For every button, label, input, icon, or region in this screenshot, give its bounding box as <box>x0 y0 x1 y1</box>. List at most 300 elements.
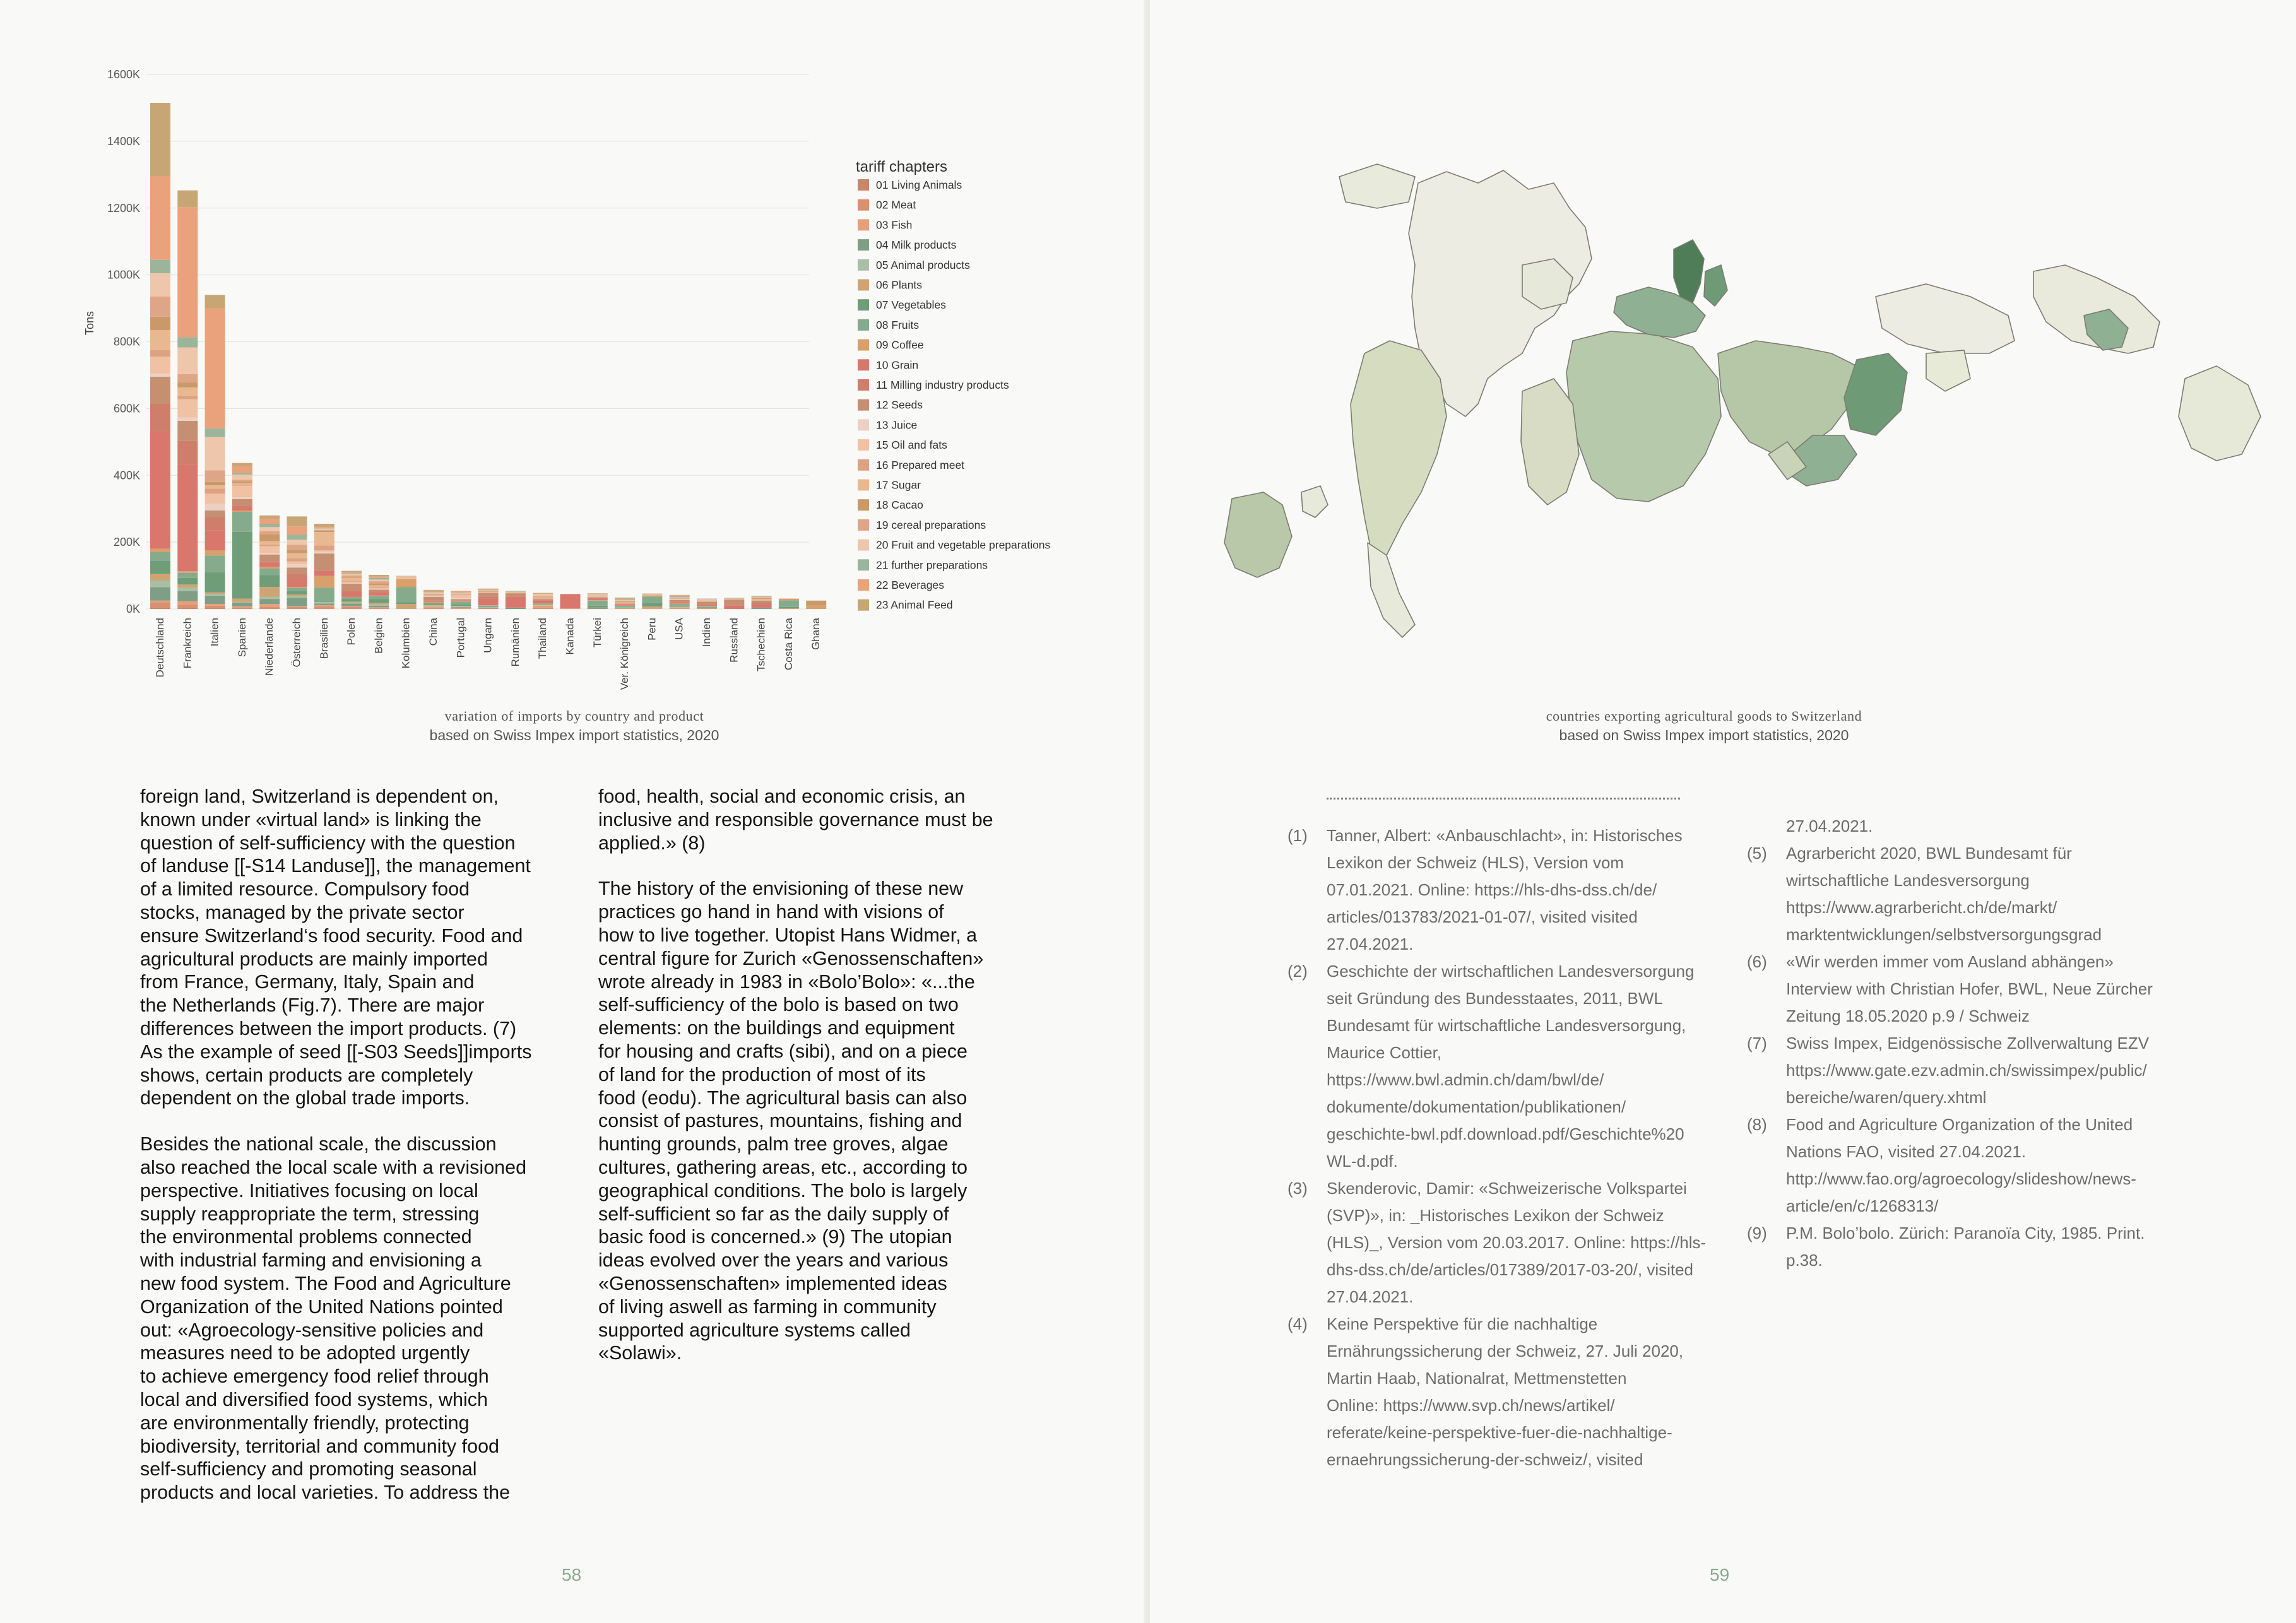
bar-segment <box>369 599 389 603</box>
bar-segment <box>341 578 362 581</box>
x-axis-ticks <box>154 617 822 690</box>
bar-segment <box>642 595 662 596</box>
legend-swatch <box>858 199 869 211</box>
footnote-line: wirtschaftliche Landesversorgung <box>1786 871 2030 890</box>
legend-item <box>858 358 918 371</box>
bar-segment <box>232 532 252 599</box>
footnote-line: http://www.fao.org/agroecology/slideshow/news- <box>1786 1169 2136 1188</box>
bar-segment <box>150 330 170 350</box>
bar-segment <box>369 581 389 583</box>
bar-segment <box>259 531 280 534</box>
bar-segment <box>533 606 553 608</box>
bar-segment <box>341 590 362 592</box>
bar-segment <box>177 464 198 571</box>
bar-segment <box>724 606 744 609</box>
bar-segment <box>341 573 362 574</box>
bar-segment <box>779 600 799 607</box>
footnote-line: Nations FAO, visited 27.04.2021. <box>1786 1142 2027 1161</box>
footnote-number: (1) <box>1287 826 1308 845</box>
bar-segment <box>177 374 198 382</box>
text-line: are environmentally friendly, protecting <box>140 1412 470 1434</box>
bar-segment <box>533 604 553 605</box>
bar-segment <box>205 531 225 551</box>
legend-label: 05 Animal products <box>876 258 970 271</box>
legend-item <box>858 339 924 351</box>
bar-segment <box>232 466 252 473</box>
footnote-line: bereiche/waren/query.xhtml <box>1786 1088 1987 1107</box>
bar-segment <box>232 599 252 602</box>
bar-segment <box>478 591 499 592</box>
bar-segment <box>533 596 553 597</box>
bar-segment <box>259 599 280 604</box>
legend-label: 11 Milling industry products <box>876 379 1009 391</box>
legend-label: 08 Fruits <box>876 318 920 331</box>
bar-segment <box>369 583 389 585</box>
bar-segment <box>287 591 307 594</box>
bar-segment <box>451 605 471 606</box>
bar-segment <box>259 555 280 562</box>
text-line: shows, certain products are completely <box>140 1064 473 1086</box>
bar-segment <box>287 594 307 596</box>
bar-segment <box>177 421 198 441</box>
legend-swatch <box>858 459 869 471</box>
bar-segment <box>259 516 280 519</box>
text-line: out: «Agroecology-sensitive policies and <box>140 1319 484 1341</box>
bar-segment <box>205 604 225 606</box>
legend-item <box>858 499 923 511</box>
bar-segment <box>423 608 444 609</box>
legend-item <box>858 539 1051 552</box>
bar-segment <box>423 593 444 594</box>
legend-label: 01 Living Animals <box>876 179 962 191</box>
bar-segment <box>506 593 526 596</box>
text-line: consist of pastures, mountains, fishing and <box>598 1110 962 1132</box>
legend-swatch <box>858 359 869 370</box>
bar-segment <box>150 357 170 373</box>
text-line: practices go hand in hand with visions of <box>598 901 944 923</box>
text-line: basic food is concerned.» (9) The utopian <box>598 1226 952 1248</box>
bar-segment <box>451 606 471 607</box>
bar-segment <box>615 599 635 600</box>
bar-segment <box>314 550 334 552</box>
bar-segment <box>205 295 225 308</box>
footnote-line: Geschichte der wirtschaftlichen Landesversorgung <box>1327 962 1695 981</box>
bar-segment <box>451 595 471 596</box>
bar-segment <box>588 599 608 600</box>
x-tick-label: Frankreich <box>181 618 194 669</box>
bar-segment <box>451 596 471 598</box>
bar-segment <box>259 606 280 608</box>
y-axis-label: Tons <box>83 310 96 336</box>
bar-segment <box>779 599 799 601</box>
x-tick-label: Ver. Königreich <box>618 618 631 690</box>
footnote-line: marktentwicklungen/selbstversorgungsgrad <box>1786 925 2102 944</box>
bar-segment <box>232 486 252 498</box>
footnote-line: Food and Agriculture Organization of the United <box>1786 1115 2133 1134</box>
bar-segment <box>588 593 608 594</box>
bar-segment <box>205 482 225 485</box>
bar-segment <box>314 606 334 609</box>
bar-segment <box>533 593 553 594</box>
bar-segment <box>533 601 553 603</box>
bar-segment <box>341 571 362 573</box>
bar-segment <box>259 553 280 555</box>
bar-segment <box>670 595 690 596</box>
bar-segment <box>341 577 362 578</box>
bar-segment <box>615 602 635 603</box>
bar-segment <box>341 575 362 577</box>
legend-swatch <box>858 379 869 391</box>
x-tick-label: Kanada <box>564 618 576 655</box>
bar-segment <box>150 581 170 587</box>
footnote-line: ernaehrungssicherung-der-schweiz/, visited <box>1327 1450 1643 1469</box>
bar-segment <box>259 597 280 599</box>
bar-segment <box>533 608 553 609</box>
text-line: from France, Germany, Italy, Spain and <box>140 971 475 993</box>
bar-segment <box>423 602 444 603</box>
legend-swatch <box>858 499 869 511</box>
text-line: As the example of seed [[-S03 Seeds]]imports <box>140 1041 532 1063</box>
legend-swatch <box>858 480 869 491</box>
legend-label: 06 Plants <box>876 278 922 292</box>
bar-segment <box>642 594 662 595</box>
bar-segment <box>150 574 170 581</box>
bar-segment <box>177 441 198 464</box>
notes-column-2 <box>1747 813 2189 1274</box>
bar-segment <box>506 598 526 608</box>
legend-item <box>858 439 947 451</box>
bar-segment <box>287 562 307 564</box>
bar-segment <box>177 573 198 578</box>
bar-segment <box>177 608 198 609</box>
bar-segment <box>150 317 170 330</box>
bar-segment <box>369 593 389 596</box>
bar-segment <box>423 606 444 608</box>
bar-segment <box>232 481 252 483</box>
bar-segment <box>314 601 334 602</box>
legend-label: 23 Animal Feed <box>876 598 953 611</box>
bar-segment <box>423 595 444 596</box>
bar-segment <box>423 601 444 602</box>
bar-segment <box>396 577 417 578</box>
footnote <box>1747 813 2189 840</box>
bar-segment <box>177 399 198 418</box>
bar-segment <box>752 603 772 605</box>
bar-segment <box>451 593 471 594</box>
x-tick-label: Deutschland <box>154 618 166 678</box>
bar-segment <box>287 608 307 609</box>
bar-segment <box>205 493 225 504</box>
bar-segment <box>177 347 198 374</box>
legend-swatch <box>858 299 869 310</box>
footnote <box>1287 1311 1717 1473</box>
x-tick-label: Costa Rica <box>782 618 795 671</box>
text-line: Besides the national scale, the discussion <box>140 1133 497 1155</box>
footnote-line: referate/keine-perspektive-fuer-die-nachhaltige- <box>1327 1423 1672 1442</box>
bar-segment <box>177 601 198 605</box>
bar-segment <box>451 591 471 592</box>
bar-segment <box>752 601 772 603</box>
bar-segment <box>615 600 635 601</box>
bar-segment <box>232 463 252 466</box>
bar-segment <box>205 594 225 596</box>
bar-segment <box>396 577 417 578</box>
bar-segment <box>314 527 334 528</box>
footnote-line: seit Gründung des Bundesstaates, 2011, BWL <box>1327 989 1663 1008</box>
text-line: «Solawi». <box>598 1342 682 1364</box>
bar-segment <box>287 580 307 587</box>
y-tick-label: 600K <box>113 402 140 415</box>
bar-segment <box>287 540 307 545</box>
bar-segment <box>396 576 417 577</box>
body-col1-paragraph-1 <box>140 785 569 1110</box>
page-number-left: 58 <box>562 1565 582 1585</box>
bar-segment <box>287 606 307 607</box>
legend-item <box>858 279 922 292</box>
text-line: dependent on the global trade imports. <box>140 1087 470 1109</box>
bar-segment <box>478 597 499 599</box>
bar-segment <box>697 599 717 600</box>
bar-segment <box>588 597 608 598</box>
text-line: foreign land, Switzerland is dependent on, <box>140 786 499 807</box>
bar-segment <box>232 505 252 507</box>
bar-segment <box>259 527 280 531</box>
x-tick-label: Polen <box>345 618 358 646</box>
bar-segment <box>615 604 635 605</box>
bar-segment <box>287 564 307 567</box>
legend-swatch <box>858 239 869 251</box>
footnote-line: Bundesamt für wirtschaftliche Landesversorgung, <box>1327 1016 1686 1035</box>
text-line: self-sufficient so far as the daily supply of <box>598 1203 949 1225</box>
footnote-line: Tanner, Albert: «Anbauschlacht», in: Historisches <box>1327 826 1683 845</box>
x-tick-label: Belgien <box>372 618 385 654</box>
text-line: applied.» (8) <box>598 832 706 854</box>
footnote-separator <box>1327 798 1680 800</box>
bar-segment <box>423 606 444 607</box>
bar-segment <box>451 598 471 599</box>
x-tick-label: Ungarn <box>482 618 494 653</box>
bar-segment <box>232 511 252 512</box>
bar-segment <box>205 470 225 482</box>
footnote-number: (7) <box>1747 1034 1767 1053</box>
chart-legend <box>858 179 1051 611</box>
bar-segment <box>314 528 334 529</box>
text-line: cultures, gathering areas, etc., according to <box>598 1156 968 1178</box>
bar-segment <box>177 338 198 348</box>
bar-segment <box>615 608 635 609</box>
footnote-line: «Wir werden immer vom Ausland abhängen» <box>1786 952 2114 971</box>
bar-segment <box>697 605 717 606</box>
bar-segment <box>341 592 362 597</box>
bar-segment <box>259 546 280 553</box>
bar-segment <box>752 605 772 608</box>
bar-segment <box>232 606 252 608</box>
y-tick-label: 200K <box>113 536 140 549</box>
bar-segment <box>615 605 635 606</box>
bar-segment <box>177 588 198 591</box>
footnote-line: https://www.gate.ezv.admin.ch/swissimpex/public/ <box>1786 1061 2147 1080</box>
bar-segment <box>259 534 280 541</box>
x-tick-label: Peru <box>646 618 658 640</box>
bar-segment <box>423 605 444 606</box>
legend-label: 17 Sugar <box>876 478 921 492</box>
bar-segment <box>287 596 307 598</box>
legend-item <box>858 239 957 251</box>
bar-segment <box>451 608 471 609</box>
bar-segment <box>259 608 280 609</box>
bar-segment <box>588 601 608 606</box>
footnote <box>1287 958 1717 1175</box>
text-line: how to live together. Utopist Hans Widmer, a <box>598 924 978 946</box>
bar-segment <box>259 604 280 606</box>
bar-segment <box>615 601 635 602</box>
x-tick-label: Russland <box>728 618 740 663</box>
bar-segment <box>314 570 334 571</box>
bar-segment <box>232 475 252 480</box>
bar-segment <box>205 428 225 437</box>
legend-item <box>858 399 923 411</box>
legend-swatch <box>858 259 869 271</box>
bar-segment <box>177 191 198 207</box>
bar-segment <box>588 606 608 608</box>
bar-segment <box>670 598 690 599</box>
bar-segment <box>150 350 170 357</box>
y-tick-label: 1600K <box>107 68 140 81</box>
footnote-line: 07.01.2021. Online: https://hls-dhs-dss.ch/de/ <box>1327 880 1657 899</box>
bar-segment <box>396 579 417 587</box>
footnote-number: (8) <box>1747 1115 1767 1134</box>
bar-segment <box>588 598 608 599</box>
legend-label: 21 further preparations <box>876 558 988 572</box>
x-tick-label: Niederlande <box>263 618 276 676</box>
bar-segment <box>205 309 225 429</box>
bar-segment <box>560 595 581 608</box>
legend-label: 03 Fish <box>876 218 913 232</box>
footnote-line: dhs-dss.ch/de/articles/017389/2017-03-20/, visited <box>1327 1260 1694 1279</box>
bar-segment <box>752 599 772 601</box>
legend-item <box>858 199 916 211</box>
right-page <box>1150 0 2296 1623</box>
legend-item <box>858 479 921 492</box>
bar-segment <box>259 541 280 545</box>
bar-segment <box>205 608 225 609</box>
bar-segment <box>752 598 772 599</box>
bar-segment <box>451 608 471 609</box>
y-tick-label: 0K <box>126 603 140 615</box>
legend-swatch <box>858 540 869 551</box>
bar-segment <box>287 598 307 606</box>
bar-segment <box>314 605 334 606</box>
bar-segment <box>670 602 690 603</box>
bar-segment <box>232 499 252 506</box>
bar-segment <box>423 594 444 595</box>
bar-segment <box>670 606 690 607</box>
bar-segment <box>369 591 389 593</box>
bar-segment <box>369 588 389 589</box>
text-line: wrote already in 1983 in «Bolo’Bolo»: «...the <box>598 971 975 993</box>
text-line: supply reappropriate the term, stressing <box>140 1203 480 1225</box>
bar-segment <box>423 591 444 592</box>
bar-segment <box>451 601 471 604</box>
bar-segment <box>232 480 252 481</box>
bar-segment <box>205 606 225 608</box>
bar-segment <box>150 403 170 432</box>
legend-swatch <box>858 579 869 591</box>
footnote-line: https://www.bwl.admin.ch/dam/bwl/de/ <box>1327 1070 1604 1089</box>
legend-label: 18 Cacao <box>876 499 923 512</box>
bar-segment <box>369 585 389 587</box>
footnote <box>1747 1030 2189 1111</box>
legend-label: 12 Seeds <box>876 398 923 411</box>
bar-segment <box>259 569 280 575</box>
bar-segment <box>314 604 334 606</box>
chart-bars <box>150 103 826 609</box>
bar-segment <box>232 608 252 609</box>
text-line: inclusive and responsible governance must be <box>598 808 993 830</box>
bar-segment <box>232 607 252 608</box>
footnote <box>1287 822 1717 958</box>
legend-swatch <box>858 280 869 291</box>
text-line: question of self-sufficiency with the question <box>140 832 516 854</box>
bar-segment <box>588 595 608 596</box>
bar-segment <box>341 597 362 599</box>
text-line: «Genossenschaften» implemented ideas <box>598 1272 947 1294</box>
legend-item <box>858 218 912 231</box>
bar-segment <box>287 587 307 588</box>
bar-segment <box>806 601 826 606</box>
bar-segment <box>369 608 389 609</box>
bar-segment <box>287 516 307 526</box>
bar-segment <box>232 483 252 485</box>
bar-segment <box>478 605 499 606</box>
bar-segment <box>724 598 744 599</box>
legend-swatch <box>858 599 869 611</box>
bar-segment <box>205 485 225 488</box>
footnote <box>1747 948 2189 1030</box>
bar-segment <box>670 599 690 600</box>
bar-segment <box>697 601 717 602</box>
bar-segment <box>423 604 444 605</box>
bar-segment <box>205 550 225 555</box>
bar-segment <box>615 607 635 608</box>
text-line: hunting grounds, palm tree groves, algae <box>598 1133 949 1155</box>
footnote-line: dokumente/dokumentation/publikationen/ <box>1327 1097 1626 1116</box>
text-line: of land for the production of most of its <box>598 1063 926 1085</box>
chart-caption-subtitle: based on Swiss Impex import statistics, 2020 <box>429 727 719 743</box>
bar-segment <box>177 578 198 585</box>
bar-segment <box>642 608 662 609</box>
text-line: elements: on the buildings and equipment <box>598 1017 955 1039</box>
bar-segment <box>314 530 334 531</box>
map-oceania-left <box>1224 492 1292 577</box>
bar-segment <box>642 596 662 597</box>
legend-item <box>858 579 944 591</box>
bar-segment <box>314 571 334 576</box>
legend-label: 19 cereal preparations <box>876 518 986 531</box>
bar-segment <box>724 599 744 605</box>
bar-segment <box>177 418 198 421</box>
footnote-number: (3) <box>1287 1179 1308 1198</box>
bar-segment <box>232 603 252 606</box>
x-tick-label: Thailand <box>536 618 549 659</box>
footnote-line: Keine Perspektive für die nachhaltige <box>1327 1314 1598 1333</box>
bar-segment <box>560 594 581 595</box>
bar-segment <box>779 607 799 608</box>
bar-segment <box>259 587 280 597</box>
bar-segment <box>423 603 444 604</box>
bar-segment <box>369 578 389 580</box>
bar-segment <box>341 582 362 583</box>
